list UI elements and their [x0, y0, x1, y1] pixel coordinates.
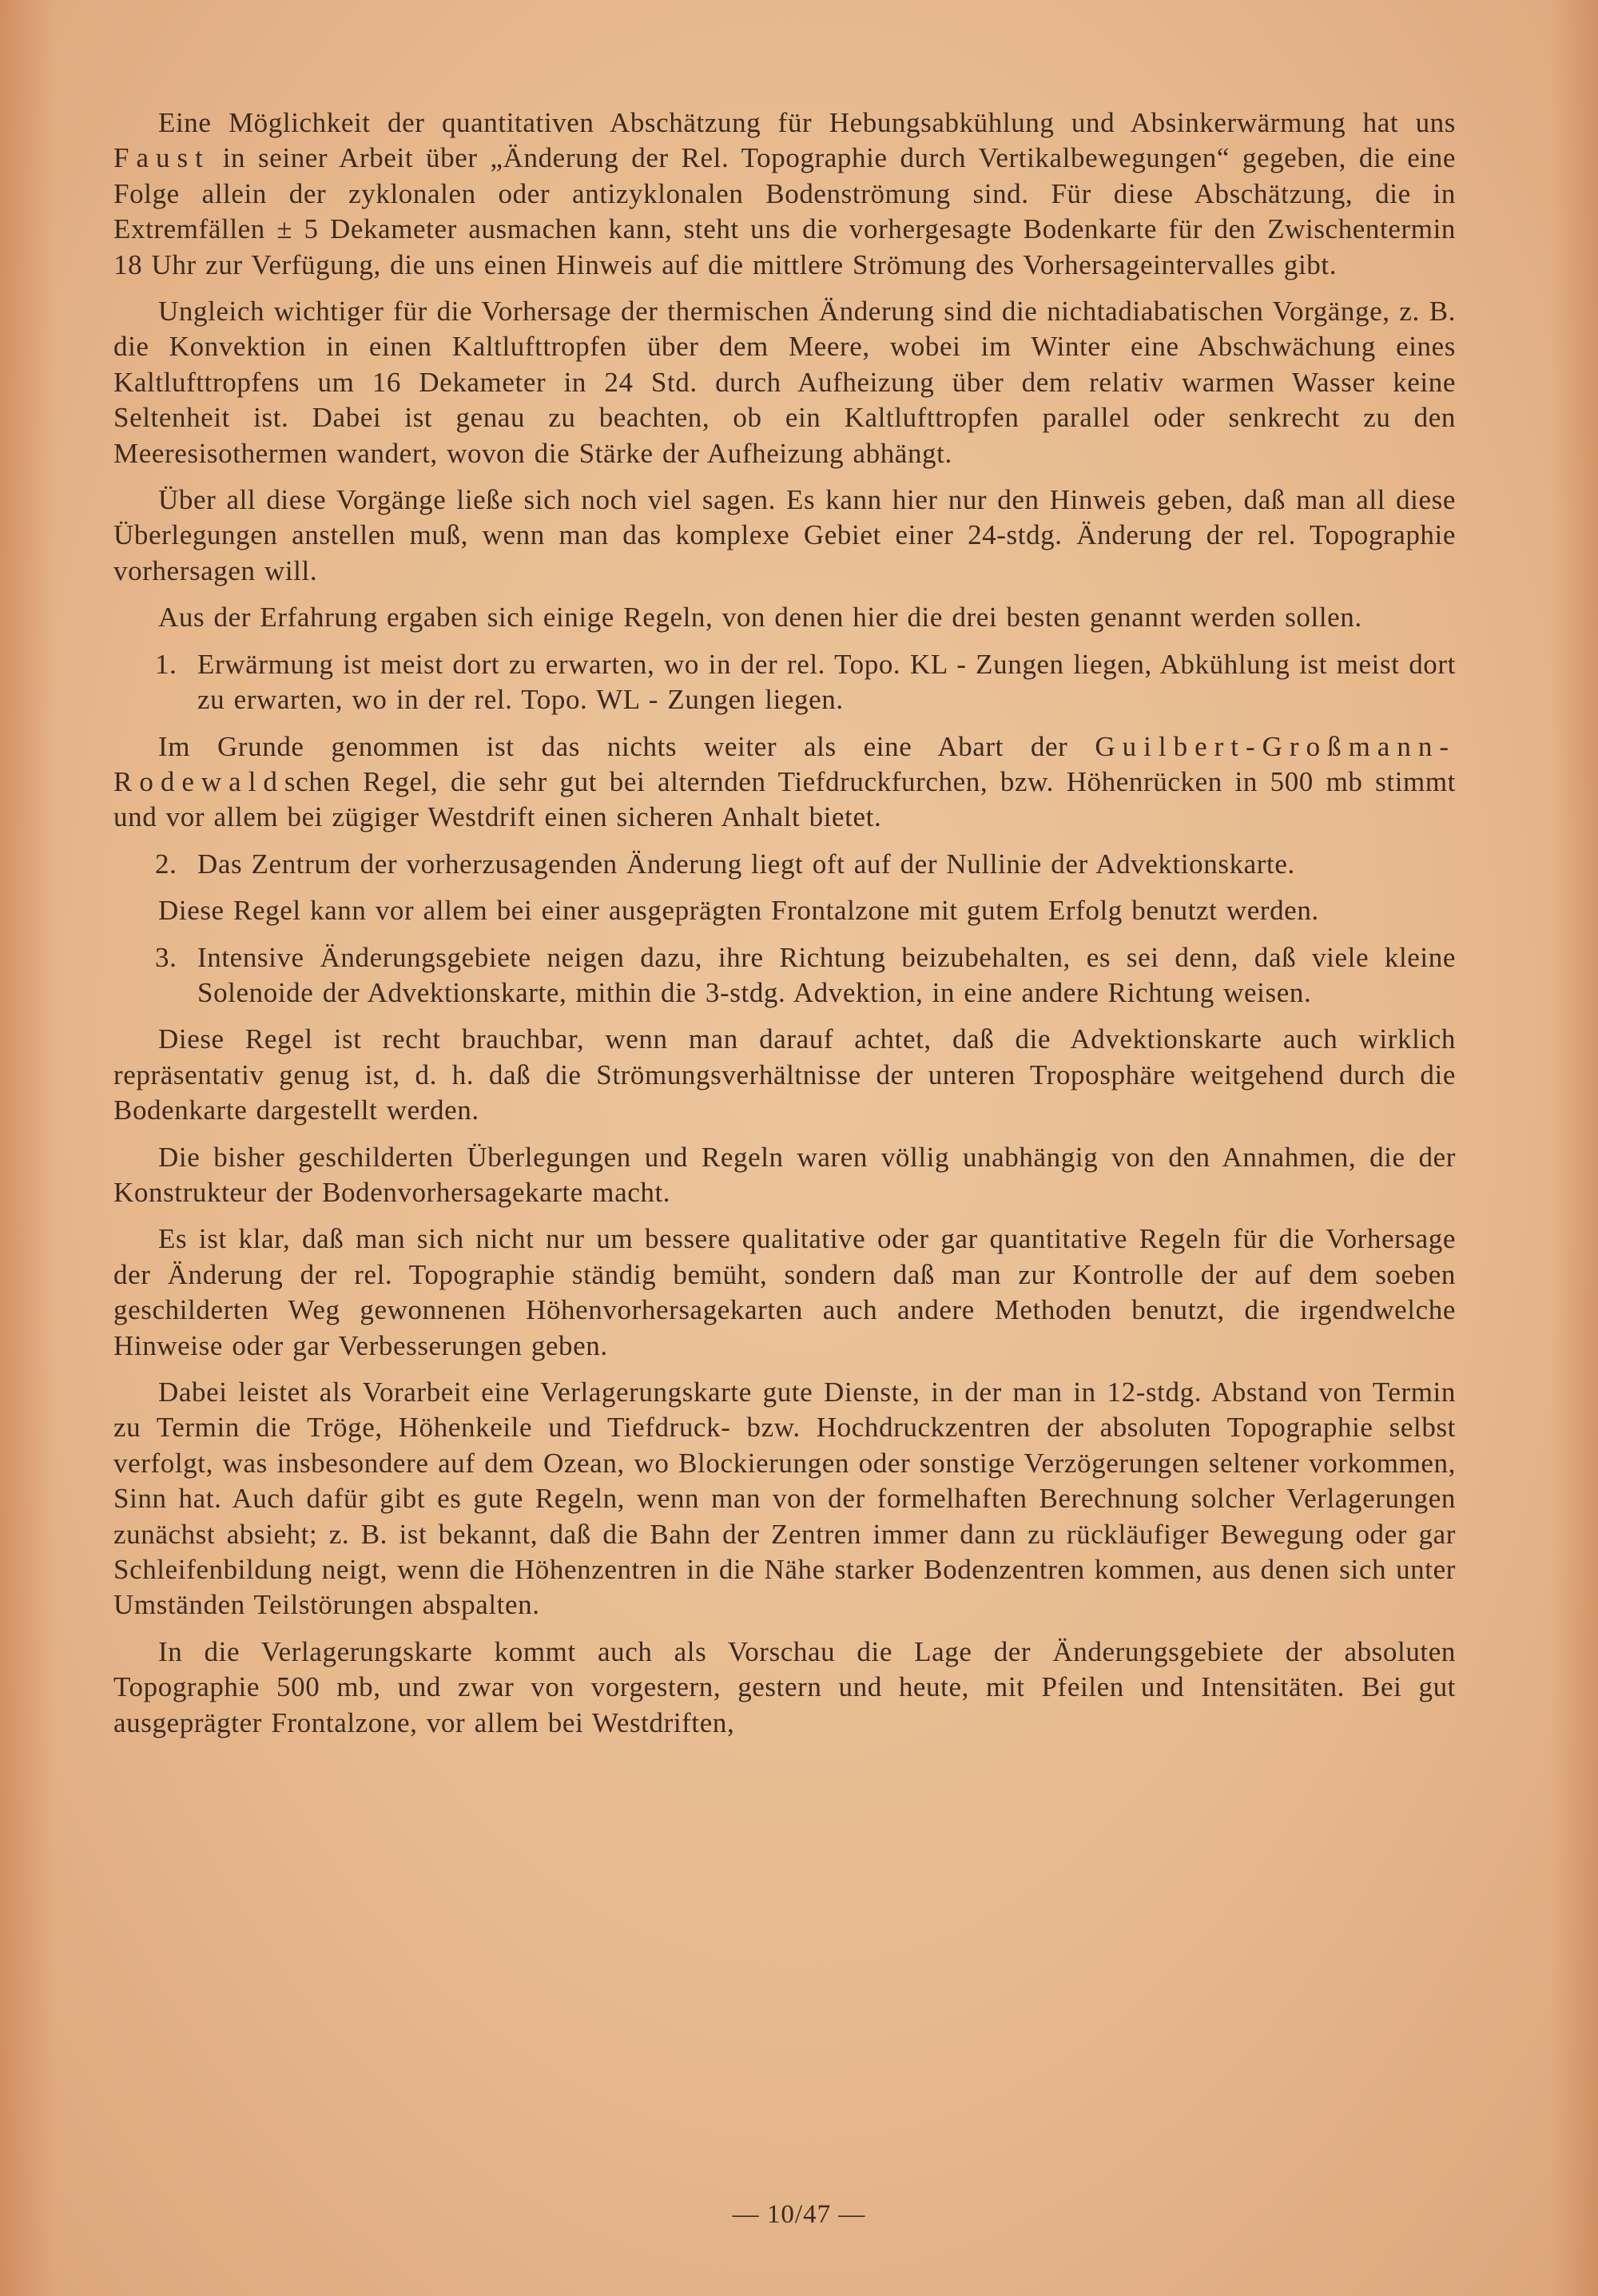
paragraph-6: Diese Regel kann vor allem bei einer ausgeprägten Frontalzone mit gutem Erfolg benutzt werden. [158, 895, 1319, 927]
paragraph-10: Dabei leistet als Vorarbeit eine Verlagerungskarte gute Dienste, in der man in 12-stdg. Abstand von Termin zu Termin die Tröge, Höhenkeile und Tiefdruck- bzw. Hochdruckzentren der absoluten Topographie selbst verfolgt, was insbesondere auf dem Ozean, wo Blockierungen oder sonstige Verzögerungen seltener vorkommen, Sinn hat. Auch dafür gibt es gute Regeln, wenn man von der formelhaften Berechnung solcher Verlagerungen zunächst absieht; z. B. ist bekannt, daß die Bahn der Zentren immer dann zu rückläufiger Bewegung oder gar Schleifenbildung neigt, wenn die Höhenzentren in die Nähe starker Bodenzentren kommen, aus denen sich unter Umständen Teilstörungen abspalten. [113, 1376, 1456, 1621]
paragraph-8: Die bisher geschilderten Überlegungen und Regeln waren völlig unabhängig von den Annahmen, die der Konstrukteur der Bodenvorhersagekarte macht. [113, 1141, 1456, 1208]
rule-2 [113, 847, 1456, 882]
page-number: — 10/47 — [732, 2200, 866, 2229]
author-names-guilbert-grossmann-rodewald: Guilbert-Großmann-Rodewald [113, 730, 1456, 797]
paragraph-4: Aus der Erfahrung ergaben sich einige Regeln, von denen hier die drei besten genannt werden sollen. [158, 602, 1362, 634]
rule-1 [113, 647, 1456, 718]
paragraph-5: Im Grunde genommen ist das nichts weiter als eine Abart der Guilbert-Großmann-Rodewaldschen Regel, die sehr gut bei alternden Tiefdruckfurchen, bzw. Höhenrücken in 500 mb stimmt und vor allem bei zügiger Westdrift einen sicheren Anhalt bietet. [113, 730, 1456, 833]
paragraph-3: Über all diese Vorgänge ließe sich noch viel sagen. Es kann hier nur den Hinweis geben, daß man all diese Überlegungen anstellen muß, wenn man das komplexe Gebiet einer 24-stdg. Änderung der rel. Topographie vorhersagen will. [113, 484, 1456, 586]
rule-3 [113, 940, 1456, 1011]
paper-edge-left [0, 0, 56, 2296]
author-name-faust: Faust [113, 142, 210, 174]
rule-text: Intensive Änderungsgebiete neigen dazu, ihre Richtung beizubehalten, es sei denn, daß viele kleine Solenoide der Advektionskarte, mithin die 3-stdg. Advektion, in eine andere Richtung weisen. [197, 941, 1456, 1008]
document-body [113, 105, 1456, 1752]
rule-number: 3. [155, 941, 177, 973]
paragraph-11: In die Verlagerungskarte kommt auch als Vorschau die Lage der Änderungsgebiete der absoluten Topographie 500 mb, und zwar von vorgestern, gestern und heute, mit Pfeilen und Intensitäten. Bei gut ausgeprägter Frontalzone, vor allem bei Westdriften, [113, 1635, 1456, 1738]
paper-edge-right [1550, 0, 1598, 2296]
paragraph-7: Diese Regel ist recht brauchbar, wenn man darauf achtet, daß die Advektionskarte auch wirklich repräsentativ genug ist, d. h. daß die Strömungsverhältnisse der unteren Troposphäre weitgehend durch die Bodenkarte dargestellt werden. [113, 1023, 1456, 1126]
rule-text: Erwärmung ist meist dort zu erwarten, wo in der rel. Topo. KL - Zungen liegen, Abkühlung ist meist dort zu erwarten, wo in der rel. Topo. WL - Zungen liegen. [197, 648, 1456, 716]
paragraph-1: Eine Möglichkeit der quantitativen Abschätzung für Hebungsabkühlung und Absinkerwärmung hat uns Faust in seiner Arbeit über „Änderung der Rel. Topographie durch Vertikalbewegungen“ gegeben, die eine Folge allein der zyklonalen oder antizyklonalen Bodenströmung sind. Für diese Abschätzung, die in Extremfällen ± 5 Dekameter ausmachen kann, steht uns die vorhergesagte Bodenkarte für den Zwischentermin 18 Uhr zur Verfügung, die uns einen Hinweis auf die mittlere Strömung des Vorhersageintervalles gibt. [113, 107, 1456, 280]
rule-number: 1. [155, 648, 177, 680]
paragraph-2: Ungleich wichtiger für die Vorhersage der thermischen Änderung sind die nichtadiabatischen Vorgänge, z. B. die Konvektion in einen Kaltlufttropfen über dem Meere, wobei im Winter eine Abschwächung eines Kaltlufttropfens um 16 Dekameter in 24 Std. durch Aufheizung über dem relativ warmen Wasser keine Seltenheit ist. Dabei ist genau zu beachten, ob ein Kaltlufttropfen parallel oder senkrecht zu den Meeresisothermen wandert, wovon die Stärke der Aufheizung abhängt. [113, 296, 1456, 469]
rule-number: 2. [155, 848, 177, 880]
paragraph-9: Es ist klar, daß man sich nicht nur um bessere qualitative oder gar quantitative Regeln für die Vorhersage der Änderung der rel. Topographie ständig bemüht, sondern daß man zur Kontrolle der auf dem soeben geschilderten Weg gewonnenen Höhenvorhersagekarten auch andere Methoden benutzt, die irgendwelche Hinweise oder gar Verbesserungen geben. [113, 1223, 1456, 1361]
rule-text: Das Zentrum der vorherzusagenden Änderung liegt oft auf der Nullinie der Advektionskarte. [197, 848, 1295, 880]
